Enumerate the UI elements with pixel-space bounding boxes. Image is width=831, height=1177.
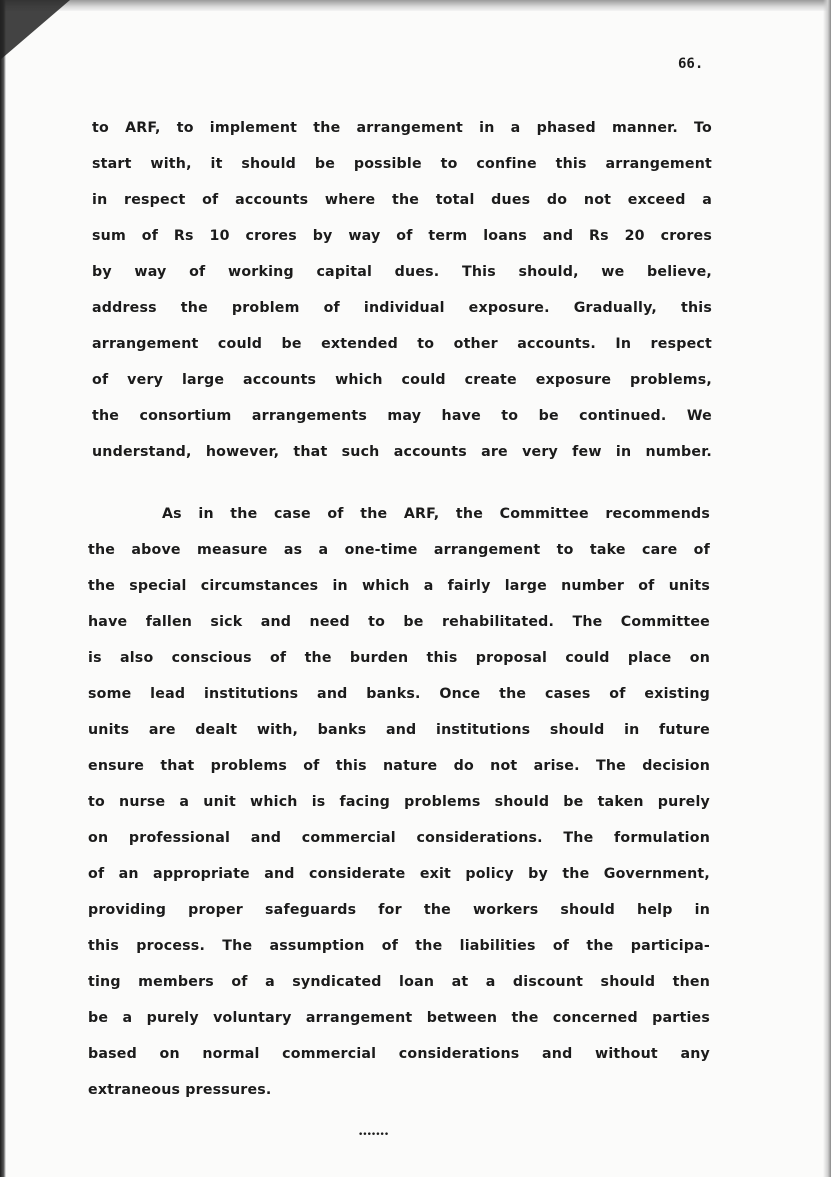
text-line: to nurse a unit which is facing problems should be taken purely [88, 794, 710, 810]
text-line: this process. The assumption of the liabilities of the participa- [88, 938, 710, 954]
text-line: be a purely voluntary arrangement between the concerned parties [88, 1010, 710, 1026]
text-line: based on normal commercial considerations and without any [88, 1046, 710, 1062]
text-line: ting members of a syndicated loan at a discount should then [88, 974, 710, 990]
text-line: providing proper safeguards for the workers should help in [88, 902, 710, 918]
end-ornament: ••••••• [358, 1130, 389, 1140]
text-line: arrangement could be extended to other accounts. In respect [92, 336, 712, 352]
scan-right-edge [823, 0, 831, 1177]
text-line: by way of working capital dues. This should, we believe, [92, 264, 712, 280]
text-line: to ARF, to implement the arrangement in a phased manner. To [92, 120, 712, 136]
text-line: some lead institutions and banks. Once the cases of existing [88, 686, 710, 702]
paragraph-1 [92, 118, 712, 478]
text-line: of an appropriate and considerate exit policy by the Government, [88, 866, 710, 882]
scan-corner-shadow [0, 0, 70, 60]
text-line: the special circumstances in which a fairly large number of units [88, 578, 710, 594]
scan-left-edge [0, 0, 6, 1177]
text-line: understand, however, that such accounts are very few in number. [92, 444, 712, 460]
text-line: in respect of accounts where the total dues do not exceed a [92, 192, 712, 208]
text-line: the above measure as a one-time arrangement to take care of [88, 542, 710, 558]
page-number: 66. [678, 56, 704, 72]
text-line: start with, it should be possible to confine this arrangement [92, 156, 712, 172]
text-line: address the problem of individual exposure. Gradually, this [92, 300, 712, 316]
text-line: is also conscious of the burden this proposal could place on [88, 650, 710, 666]
text-line: have fallen sick and need to be rehabilitated. The Committee [88, 614, 710, 630]
text-line: units are dealt with, banks and institutions should in future [88, 722, 710, 738]
text-line: on professional and commercial considerations. The formulation [88, 830, 710, 846]
text-line: extraneous pressures. [88, 1082, 272, 1098]
text-line: ensure that problems of this nature do not arise. The decision [88, 758, 710, 774]
text-line: of very large accounts which could create exposure problems, [92, 372, 712, 388]
text-line: As in the case of the ARF, the Committee recommends [162, 506, 710, 522]
text-line: sum of Rs 10 crores by way of term loans and Rs 20 crores [92, 228, 712, 244]
paragraph-2 [88, 504, 710, 1116]
scan-top-edge [0, 0, 831, 11]
text-line: the consortium arrangements may have to be continued. We [92, 408, 712, 424]
